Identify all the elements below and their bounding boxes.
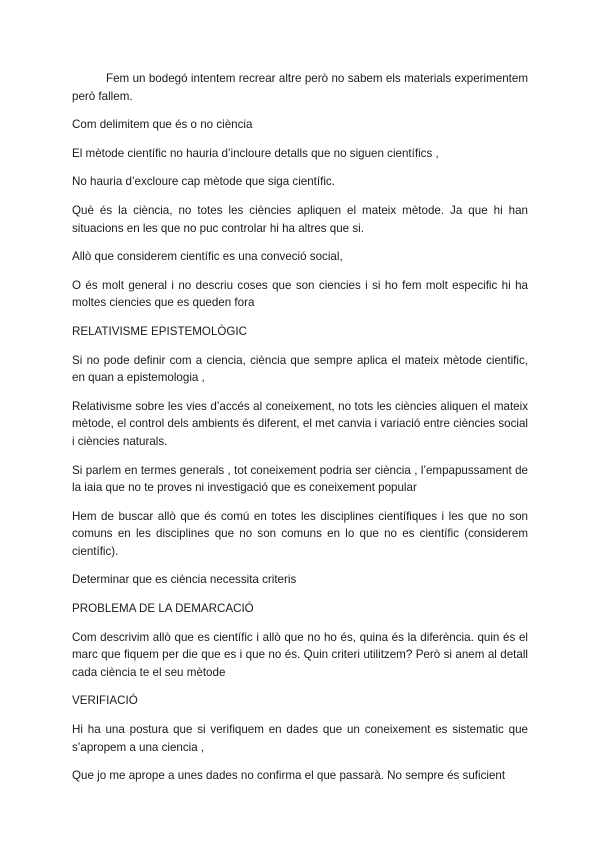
paragraph: Relativisme sobre les vies d’accés al coneixement, no tots les ciències aliquen el mateix mètode, el control dels ambients és diferent, el met canvia i variació entre ciències social i ciències naturals. (72, 399, 528, 448)
paragraph: Hem de buscar allò que és comú en totes les disciplines científiques i les que no son comuns en les disciplines que no son comuns en lo que no es científic (considerem científic). (72, 509, 528, 558)
paragraph: Determinar que es ciència necessita criteris (72, 573, 297, 587)
paragraph: Com descrivim allò que es científic i allò que no ho és, quina és la diferència. quin és el marc que fiquem per die que es i que no és. Quin criteri utilitzem? Però si anem al detall cada ciència te el seu mètode (72, 630, 528, 679)
document-page (72, 70, 528, 796)
paragraph: No hauria d’excloure cap mètode que siga científic. (72, 175, 335, 189)
section-heading: PROBLEMA DE LA DEMARCACIÓ (72, 602, 254, 616)
section-heading: RELATIVISME EPISTEMOLÒGIC (72, 324, 248, 338)
paragraph: Com delimitem que és o no ciència (72, 118, 253, 132)
paragraph: Hi ha una postura que si verifiquem en dades que un coneixement es sistematic que s’apropem a una ciencia , (72, 723, 528, 754)
paragraph: Fem un bodegó intentem recrear altre però no sabem els materials experimentem però fallem. (72, 72, 528, 103)
section-heading: VERIFIACIÓ (72, 694, 138, 708)
paragraph: Si no pode definir com a ciencia, ciència que sempre aplica el mateix mètode cientific, en quan a epistemologia , (72, 353, 528, 385)
paragraph: El mètode científic no hauria d’incloure detalls que no siguen científics , (72, 146, 439, 160)
paragraph: Allò que considerem científic es una conveció social, (72, 250, 343, 264)
paragraph: Que jo me aprope a unes dades no confirma el que passarà. No sempre és suficient (72, 769, 506, 783)
paragraph: Si parlem en termes generals , tot coneixement podria ser ciència , l’empapussament de la iaia que no te proves ni investigació que es coneixement popular (72, 463, 528, 495)
paragraph: Què és la ciència, no totes les ciències apliquen el mateix mètode. Ja que hi han situacions en les que no puc controlar hi ha altres que si. (72, 203, 528, 235)
paragraph: O és molt general i no descriu coses que son ciencies i si ho fem molt especific hi ha moltes ciencies que es queden fora (72, 278, 528, 310)
